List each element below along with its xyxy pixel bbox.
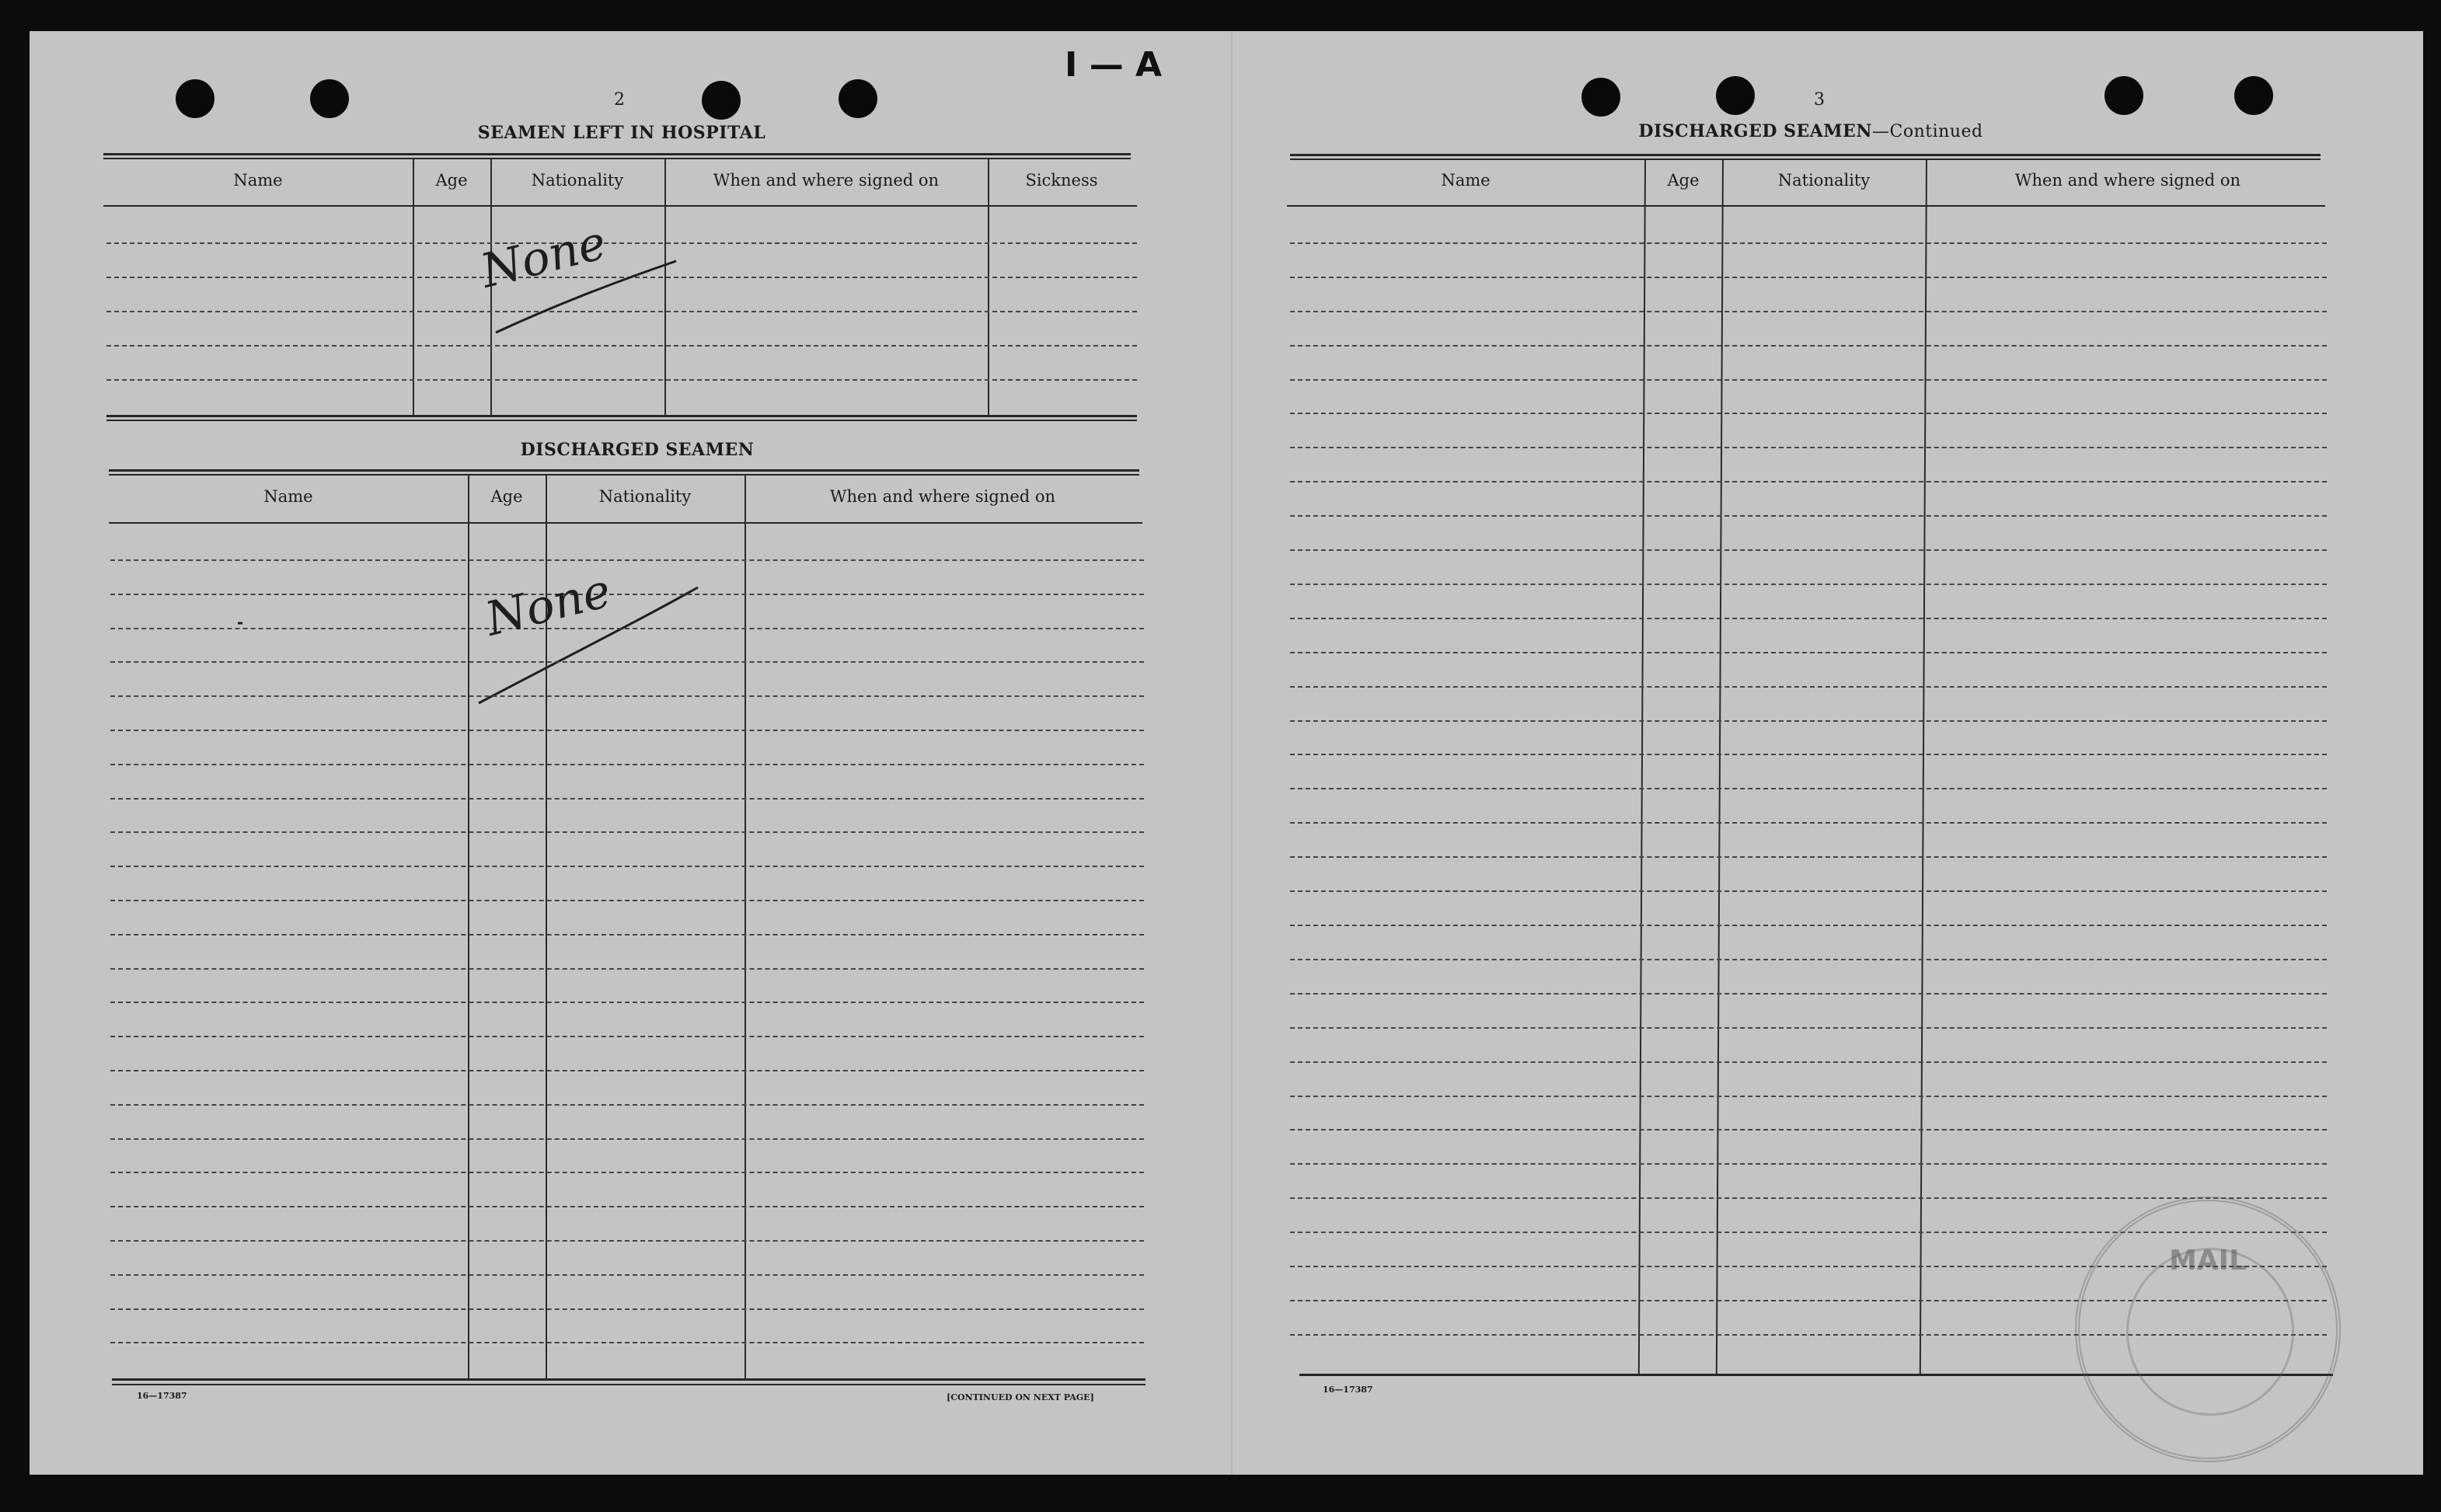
discharged-header-signed-on: When and where signed on xyxy=(829,487,1056,506)
ledger-row-line xyxy=(1290,618,2327,619)
punch-hole xyxy=(702,81,741,120)
page-number-left: 2 xyxy=(614,90,625,110)
hospital-row-line xyxy=(106,345,1137,347)
right-header-nationality: Nationality xyxy=(1777,171,1871,190)
postal-stamp xyxy=(2075,1197,2341,1462)
hospital-section-title: SEAMEN LEFT IN HOSPITAL xyxy=(477,123,766,143)
ledger-row-line xyxy=(1290,1096,2327,1097)
hospital-table-top-rule xyxy=(103,153,1131,155)
continued-note: [CONTINUED ON NEXT PAGE] xyxy=(947,1392,1094,1402)
ledger-row-line xyxy=(1290,993,2327,995)
discharged-continued-title-text: DISCHARGED SEAMEN xyxy=(1638,121,1873,141)
ledger-row-line xyxy=(1290,1163,2327,1165)
hospital-header-rule xyxy=(103,205,1137,207)
ledger-row-line xyxy=(110,695,1144,697)
top-ink-marks: I — A xyxy=(1065,45,1163,85)
punch-hole xyxy=(176,79,214,118)
ledger-row-line xyxy=(1290,481,2327,483)
hospital-header-nationality: Nationality xyxy=(531,171,624,190)
ledger-row-line xyxy=(110,866,1144,867)
right-header-age: Age xyxy=(1667,171,1700,190)
discharged-column-divider xyxy=(468,476,469,1380)
ledger-row-line xyxy=(1290,959,2327,960)
hospital-row-line xyxy=(106,311,1137,312)
ledger-row-line xyxy=(1290,413,2327,414)
ledger-row-line xyxy=(110,900,1144,901)
ledger-row-line xyxy=(1290,1129,2327,1131)
punch-hole xyxy=(2104,76,2143,115)
ledger-row-line xyxy=(1290,379,2327,381)
ledger-row-line xyxy=(110,1240,1144,1242)
discharged-column-divider xyxy=(745,476,746,1380)
ledger-row-line xyxy=(1290,447,2327,448)
punch-hole xyxy=(2234,76,2273,115)
right-table-top-rule xyxy=(1290,154,2321,156)
discharged-table-top-rule xyxy=(109,474,1139,476)
ledger-row-line xyxy=(1290,856,2327,858)
discharged-header-name: Name xyxy=(263,487,313,506)
ledger-row-line xyxy=(110,594,1144,595)
ledger-row-line xyxy=(110,628,1144,629)
hospital-table-top-rule xyxy=(103,158,1131,159)
ledger-row-line xyxy=(1290,1197,2327,1199)
discharged-header-age: Age xyxy=(490,487,523,506)
discharged-table-top-rule xyxy=(109,469,1139,472)
punch-hole xyxy=(1716,76,1755,115)
hospital-row-line xyxy=(106,242,1137,244)
postal-stamp-text: MAIL xyxy=(2168,1245,2247,1277)
ledger-row-line xyxy=(110,1002,1144,1003)
ledger-row-line xyxy=(110,1342,1144,1343)
discharged-continued-title xyxy=(1570,121,2052,141)
right-table-top-rule xyxy=(1290,159,2321,160)
discharged-table-bottom-rule xyxy=(112,1378,1146,1381)
ledger-row-line xyxy=(110,831,1144,833)
punch-hole xyxy=(310,79,349,118)
ledger-row-line xyxy=(1290,1061,2327,1063)
hospital-handwritten-entry: None xyxy=(475,215,612,299)
discharged-header-rule xyxy=(109,522,1142,524)
ledger-row-line xyxy=(110,934,1144,935)
hospital-header-sickness: Sickness xyxy=(1025,171,1098,190)
page-number-right: 3 xyxy=(1814,90,1825,110)
hospital-table-bottom-rule xyxy=(106,415,1137,417)
hospital-column-divider xyxy=(664,159,666,416)
ledger-row-line xyxy=(110,1104,1144,1106)
ledger-row-line xyxy=(110,1172,1144,1173)
hospital-table-bottom-rule xyxy=(106,420,1137,421)
ledger-row-line xyxy=(1290,925,2327,926)
discharged-continued-suffix: —Continued xyxy=(1872,122,1983,141)
ledger-row-line xyxy=(1290,822,2327,824)
ledger-row-line xyxy=(110,1274,1144,1276)
ledger-row-line xyxy=(1290,277,2327,278)
ledger-row-line xyxy=(110,1070,1144,1071)
punch-hole xyxy=(839,79,877,118)
ledger-row-line xyxy=(110,661,1144,663)
hospital-column-divider xyxy=(988,159,989,416)
center-fold xyxy=(1231,31,1233,1475)
ledger-row-line xyxy=(110,798,1144,800)
ledger-row-line xyxy=(1290,1027,2327,1029)
ledger-row-line xyxy=(1290,242,2327,244)
hospital-row-line xyxy=(106,379,1137,381)
ledger-row-line xyxy=(110,1138,1144,1140)
ledger-row-line xyxy=(1290,584,2327,585)
ledger-row-line xyxy=(110,1036,1144,1037)
ledger-row-line xyxy=(1290,890,2327,892)
ledger-row-line xyxy=(1290,549,2327,551)
right-header-signed-on: When and where signed on xyxy=(2014,171,2241,190)
ledger-row-line xyxy=(1290,686,2327,688)
hospital-row-line xyxy=(106,277,1137,278)
hospital-header-signed-on: When and where signed on xyxy=(713,171,940,190)
hospital-column-divider xyxy=(413,159,414,416)
ledger-row-line xyxy=(1290,720,2327,722)
ledger-row-line xyxy=(1290,754,2327,755)
ledger-row-line xyxy=(110,1206,1144,1207)
document-sheet xyxy=(30,31,2423,1475)
hospital-header-name: Name xyxy=(233,171,283,190)
punch-hole xyxy=(1581,78,1620,117)
ledger-row-line xyxy=(1290,652,2327,653)
ledger-row-line xyxy=(110,559,1144,561)
ledger-row-line xyxy=(1290,788,2327,789)
ledger-row-line xyxy=(110,764,1144,765)
discharged-table-bottom-rule xyxy=(112,1384,1146,1385)
form-number-right: 16—17387 xyxy=(1323,1385,1373,1395)
ledger-row-line xyxy=(110,730,1144,731)
right-header-name: Name xyxy=(1441,171,1491,190)
discharged-handwritten-entry: None xyxy=(479,563,616,647)
form-number-left: 16—17387 xyxy=(137,1391,187,1401)
right-header-rule xyxy=(1287,205,2325,207)
ledger-row-line xyxy=(110,1308,1144,1310)
discharged-header-nationality: Nationality xyxy=(598,487,692,506)
discharged-section-title: DISCHARGED SEAMEN xyxy=(520,440,755,460)
ledger-row-line xyxy=(1290,311,2327,312)
ledger-row-line xyxy=(1290,515,2327,517)
ledger-row-line xyxy=(1290,345,2327,347)
hospital-header-age: Age xyxy=(435,171,468,190)
ledger-row-line xyxy=(110,968,1144,970)
